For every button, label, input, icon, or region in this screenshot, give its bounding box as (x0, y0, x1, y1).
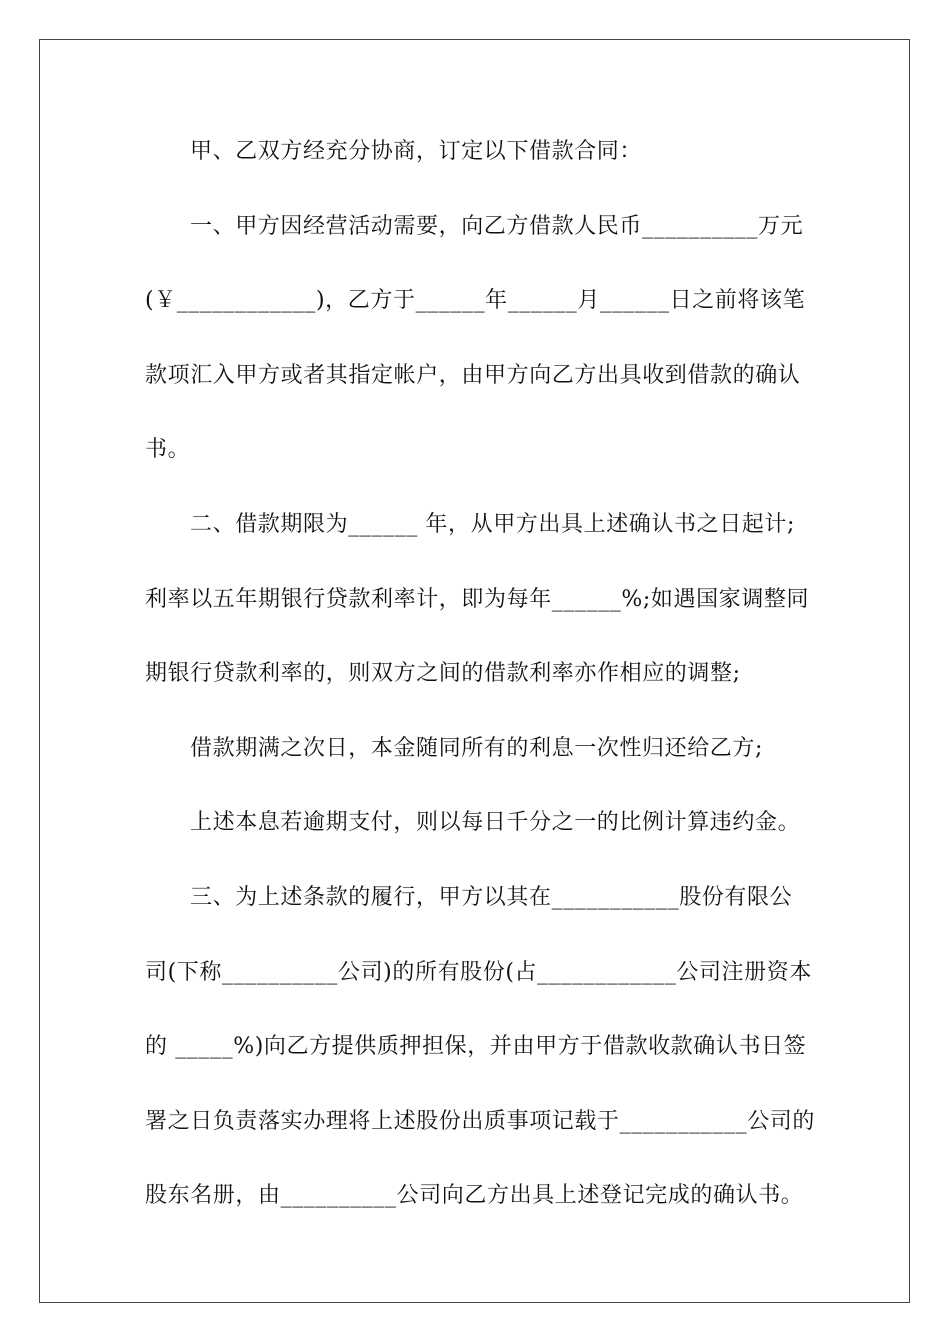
clause-2-penalty: 上述本息若逾期支付，则以每日千分之一的比例计算违约金。 (190, 810, 801, 835)
clause-1-line-3: 款项汇入甲方或者其指定帐户，由甲方向乙方出具收到借款的确认 (145, 363, 801, 388)
clause-3-line-3: 的 _____%)向乙方提供质押担保，并由甲方于借款收款确认书日签 (145, 1034, 807, 1059)
clause-1-line-2: (￥____________)，乙方于______年______月______日之前将该笔 (145, 288, 806, 313)
clause-2-line-3: 期银行贷款利率的，则双方之间的借款利率亦作相应的调整; (145, 661, 741, 686)
clause-2-line-1: 二、借款期限为______ 年，从甲方出具上述确认书之日起计; (190, 512, 796, 537)
clause-3-line-2: 司(下称__________公司)的所有股份(占____________公司注册资本 (145, 960, 812, 985)
clause-1-line-1: 一、甲方因经营活动需要，向乙方借款人民币__________万元 (190, 214, 804, 239)
clause-2-line-2: 利率以五年期银行贷款利率计，即为每年______%;如遇国家调整同 (145, 587, 810, 612)
clause-3-line-4: 署之日负责落实办理将上述股份出质事项记载于___________公司的 (145, 1109, 816, 1134)
clause-3-line-1: 三、为上述条款的履行，甲方以其在___________股份有限公 (190, 885, 793, 910)
clause-3-line-5: 股东名册，由__________公司向乙方出具上述登记完成的确认书。 (145, 1183, 804, 1208)
clause-2-repayment: 借款期满之次日，本金随同所有的利息一次性归还给乙方; (190, 736, 764, 761)
clause-1-line-4: 书。 (145, 437, 191, 462)
paragraph-intro: 甲、乙双方经充分协商，订定以下借款合同： (190, 139, 643, 164)
